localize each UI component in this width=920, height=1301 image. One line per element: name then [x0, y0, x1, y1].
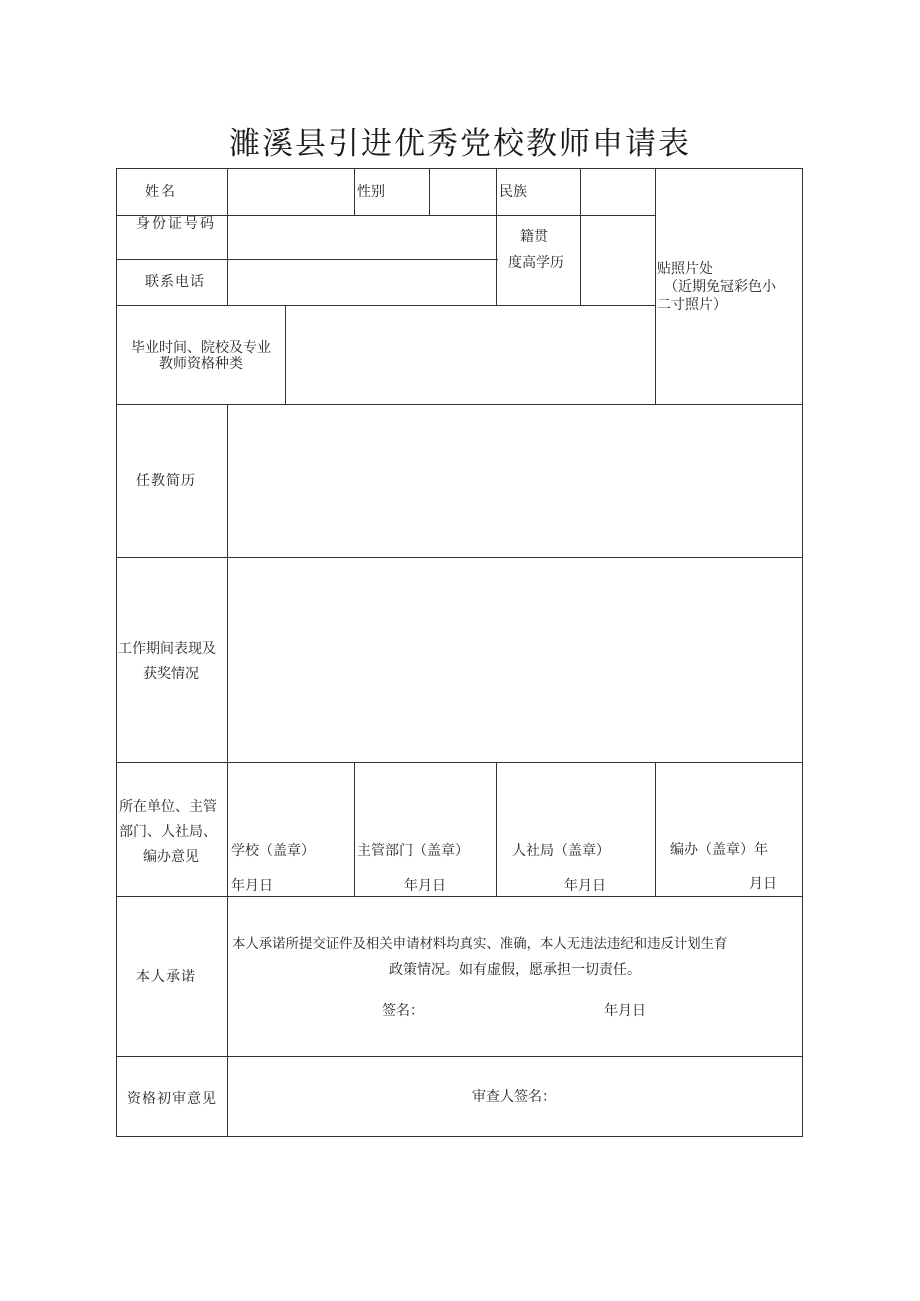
teaching-history-label: 任教简历 [136, 473, 196, 489]
col-rule [655, 168, 656, 404]
col-rule [285, 305, 286, 404]
highest-degree-label: 度高学历 [508, 255, 564, 271]
teacher-qualification-label: 教师资格种类 [159, 356, 243, 372]
native-place-field[interactable] [582, 217, 654, 258]
table-border-right [802, 168, 803, 1137]
col-rule [354, 762, 355, 896]
reviewer-sign-label[interactable]: 审查人签名： [472, 1089, 556, 1105]
photo-note: （近期免冠彩色小 [664, 279, 776, 295]
name-label: 姓名 [145, 184, 177, 200]
col-rule [227, 168, 228, 305]
opinion-label: 所在单位、主管 [119, 799, 217, 815]
name-field[interactable] [229, 170, 353, 214]
row-rule [116, 305, 655, 306]
col-rule [580, 168, 581, 305]
pledge-date-label: 年月日 [604, 1003, 646, 1019]
ethnicity-field[interactable] [582, 170, 654, 214]
work-performance-label: 工作期间表现及 [118, 641, 216, 657]
row-rule [116, 557, 803, 558]
dept-date-label: 年月日 [404, 878, 446, 894]
table-border-bottom [116, 1136, 803, 1137]
opinion-label: 部门、人社局、 [119, 824, 217, 840]
staffing-seal-label: 编办（盖章）年 [670, 842, 768, 858]
ethnicity-label: 民族 [499, 184, 527, 200]
row-rule [116, 259, 498, 260]
form-title: 濉溪县引进优秀党校教师申请表 [229, 126, 691, 162]
col-rule [655, 762, 656, 896]
native-place-label: 籍贯 [520, 229, 548, 245]
school-date-label: 年月日 [231, 878, 273, 894]
table-border-left [116, 168, 117, 1137]
teaching-history-field[interactable] [229, 406, 801, 556]
row-rule [116, 762, 803, 763]
hr-seal-label: 人社局（盖章） [512, 843, 610, 859]
col-rule [429, 168, 430, 215]
col-rule [496, 168, 497, 305]
row-rule [116, 1056, 803, 1057]
opinion-label: 编办意见 [143, 849, 199, 865]
id-number-field[interactable] [229, 217, 495, 258]
pledge-text: 政策情况。如有虚假，愿承担一切责任。 [389, 962, 641, 978]
highest-degree-field[interactable] [582, 261, 654, 304]
col-rule [496, 762, 497, 896]
dept-seal-label: 主管部门（盖章） [357, 843, 469, 859]
col-rule [227, 404, 228, 1137]
phone-label: 联系电话 [145, 274, 205, 290]
graduation-field[interactable] [287, 307, 654, 403]
work-performance-field[interactable] [229, 559, 801, 761]
pledge-label: 本人承诺 [136, 969, 196, 985]
hr-date-label: 年月日 [564, 878, 606, 894]
phone-field[interactable] [229, 261, 495, 304]
gender-label: 性别 [357, 184, 385, 200]
id-number-label: 身份证号码 [136, 216, 216, 232]
school-seal-label: 学校（盖章） [231, 843, 315, 859]
staffing-date-label: 月日 [749, 876, 777, 892]
table-border-top [116, 168, 803, 169]
row-rule [116, 896, 803, 897]
graduation-label: 毕业时间、院校及专业 [131, 340, 271, 356]
awards-label: 获奖情况 [143, 666, 199, 682]
pledge-sign-label[interactable]: 签名： [382, 1003, 424, 1019]
qualification-review-label: 资格初审意见 [127, 1091, 217, 1107]
gender-field[interactable] [431, 170, 495, 214]
photo-title: 贴照片处 [657, 261, 713, 277]
photo-note: 二寸照片） [657, 297, 727, 313]
pledge-text: 本人承诺所提交证件及相关申请材料均真实、准确，本人无违法违纪和违反计划生育 [232, 937, 728, 952]
row-rule [116, 404, 803, 405]
col-rule [354, 168, 355, 215]
